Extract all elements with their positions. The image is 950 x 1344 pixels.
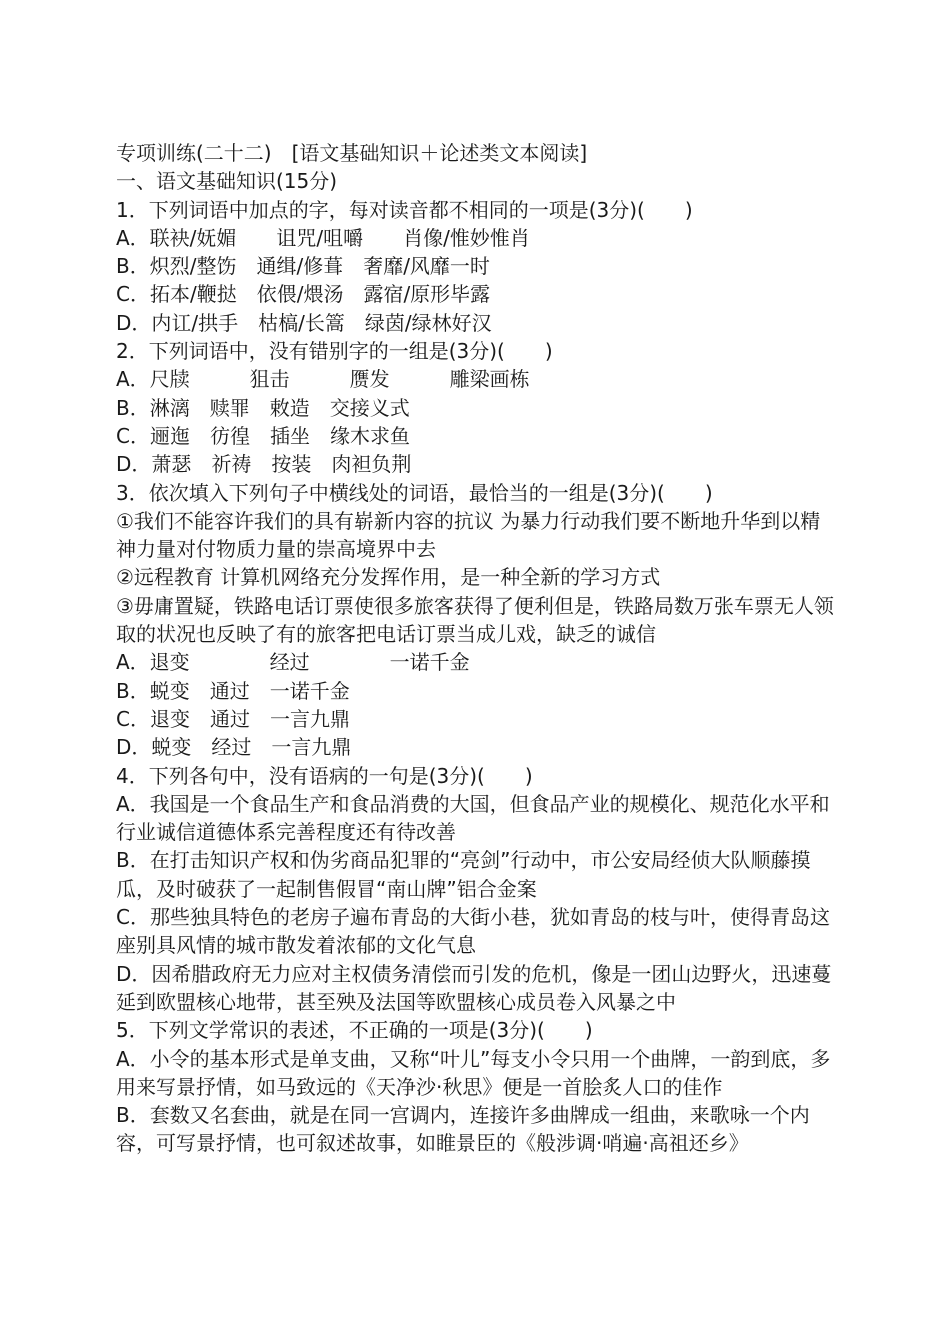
text-line: A．尺牍 狙击 赝发 雕梁画栋 <box>116 367 530 392</box>
text-line: D．内讧/拱手 枯槁/长篙 绿茵/绿林好汉 <box>116 310 492 335</box>
text-line: 5．下列文学常识的表述，不正确的一项是(3分)( ) <box>116 1018 593 1043</box>
text-line: D．因希腊政府无力应对主权债务清偿而引发的危机，像是一团山边野火，迅速蔓延到欧盟核心地带，甚至殃及法国等欧盟核心成员卷入风暴之中 <box>116 961 832 1014</box>
text-line: B．淋漓 赎罪 敕造 交接义式 <box>116 395 410 420</box>
text-line: D．萧瑟 祈祷 按装 肉袒负荆 <box>116 452 412 477</box>
text-line: 2．下列词语中，没有错别字的一组是(3分)( ) <box>116 339 553 364</box>
text-line: ③毋庸置疑，铁路电话订票使很多旅客获得了便利但是，铁路局数万张车票无人领取的状况也反映了有的旅客把电话订票当成儿戏，缺乏的诚信 <box>116 593 834 647</box>
text-line: C．退变 通过 一言九鼎 <box>116 706 350 731</box>
text-line: 3．依次填入下列句子中横线处的词语，最恰当的一组是(3分)( ) <box>116 480 713 505</box>
document-page <box>116 139 838 1158</box>
text-line: A．联袂/妩媚 诅咒/咀嚼 肖像/惟妙惟肖 <box>116 225 530 250</box>
text-line: ②远程教育 计算机网络充分发挥作用，是一种全新的学习方式 <box>116 565 661 590</box>
text-line: A．我国是一个食品生产和食品消费的大国，但食品产业的规模化、规范化水平和行业诚信道德体系完善程度还有待改善 <box>116 791 830 845</box>
text-line: B．套数又名套曲，就是在同一宫调内，连接许多曲牌成一组曲，来歌咏一个内容，可写景抒情，也可叙述故事，如睢景臣的《般涉调·哨遍·高祖还乡》 <box>116 1103 810 1156</box>
text-line: B．蜕变 通过 一诺千金 <box>116 678 350 703</box>
section-heading: 一、语文基础知识(15分) <box>116 169 338 194</box>
text-line: C．拓本/鞭挞 依偎/煨汤 露宿/原形毕露 <box>116 282 491 307</box>
text-line: C．那些独具特色的老房子遍布青岛的大街小巷，犹如青岛的枝与叶，使得青岛这座别具风情的城市散发着浓郁的文化气息 <box>116 905 830 958</box>
document-title: 专项训练(二十二) [语文基础知识＋论述类文本阅读] <box>116 141 588 165</box>
text-line: B．在打击知识产权和伪劣商品犯罪的“亮剑”行动中，市公安局经侦大队顺藤摸瓜，及时破获了一起制售假冒“南山牌”铝合金案 <box>116 848 811 901</box>
text-line: 1．下列词语中加点的字，每对读音都不相同的一项是(3分)( ) <box>116 197 693 222</box>
text-line: B．炽烈/整饬 通缉/修葺 奢靡/风靡一时 <box>116 254 490 279</box>
text-line: C．逦迤 彷徨 插坐 缘木求鱼 <box>116 423 410 448</box>
text-line: D．蜕变 经过 一言九鼎 <box>116 735 352 760</box>
text-line: A．小令的基本形式是单支曲，又称“叶儿”每支小令只用一个曲牌，一韵到底，多用来写景抒情，如马致远的《天净沙·秋思》便是一首脍炙人口的佳作 <box>116 1046 831 1099</box>
text-line: 4．下列各句中，没有语病的一句是(3分)( ) <box>116 763 533 788</box>
text-line: A．退变 经过 一诺千金 <box>116 650 470 675</box>
text-line: ①我们不能容许我们的具有崭新内容的抗议 为暴力行动我们要不断地升华到以精神力量对付物质力量的崇高境界中去 <box>116 508 821 562</box>
